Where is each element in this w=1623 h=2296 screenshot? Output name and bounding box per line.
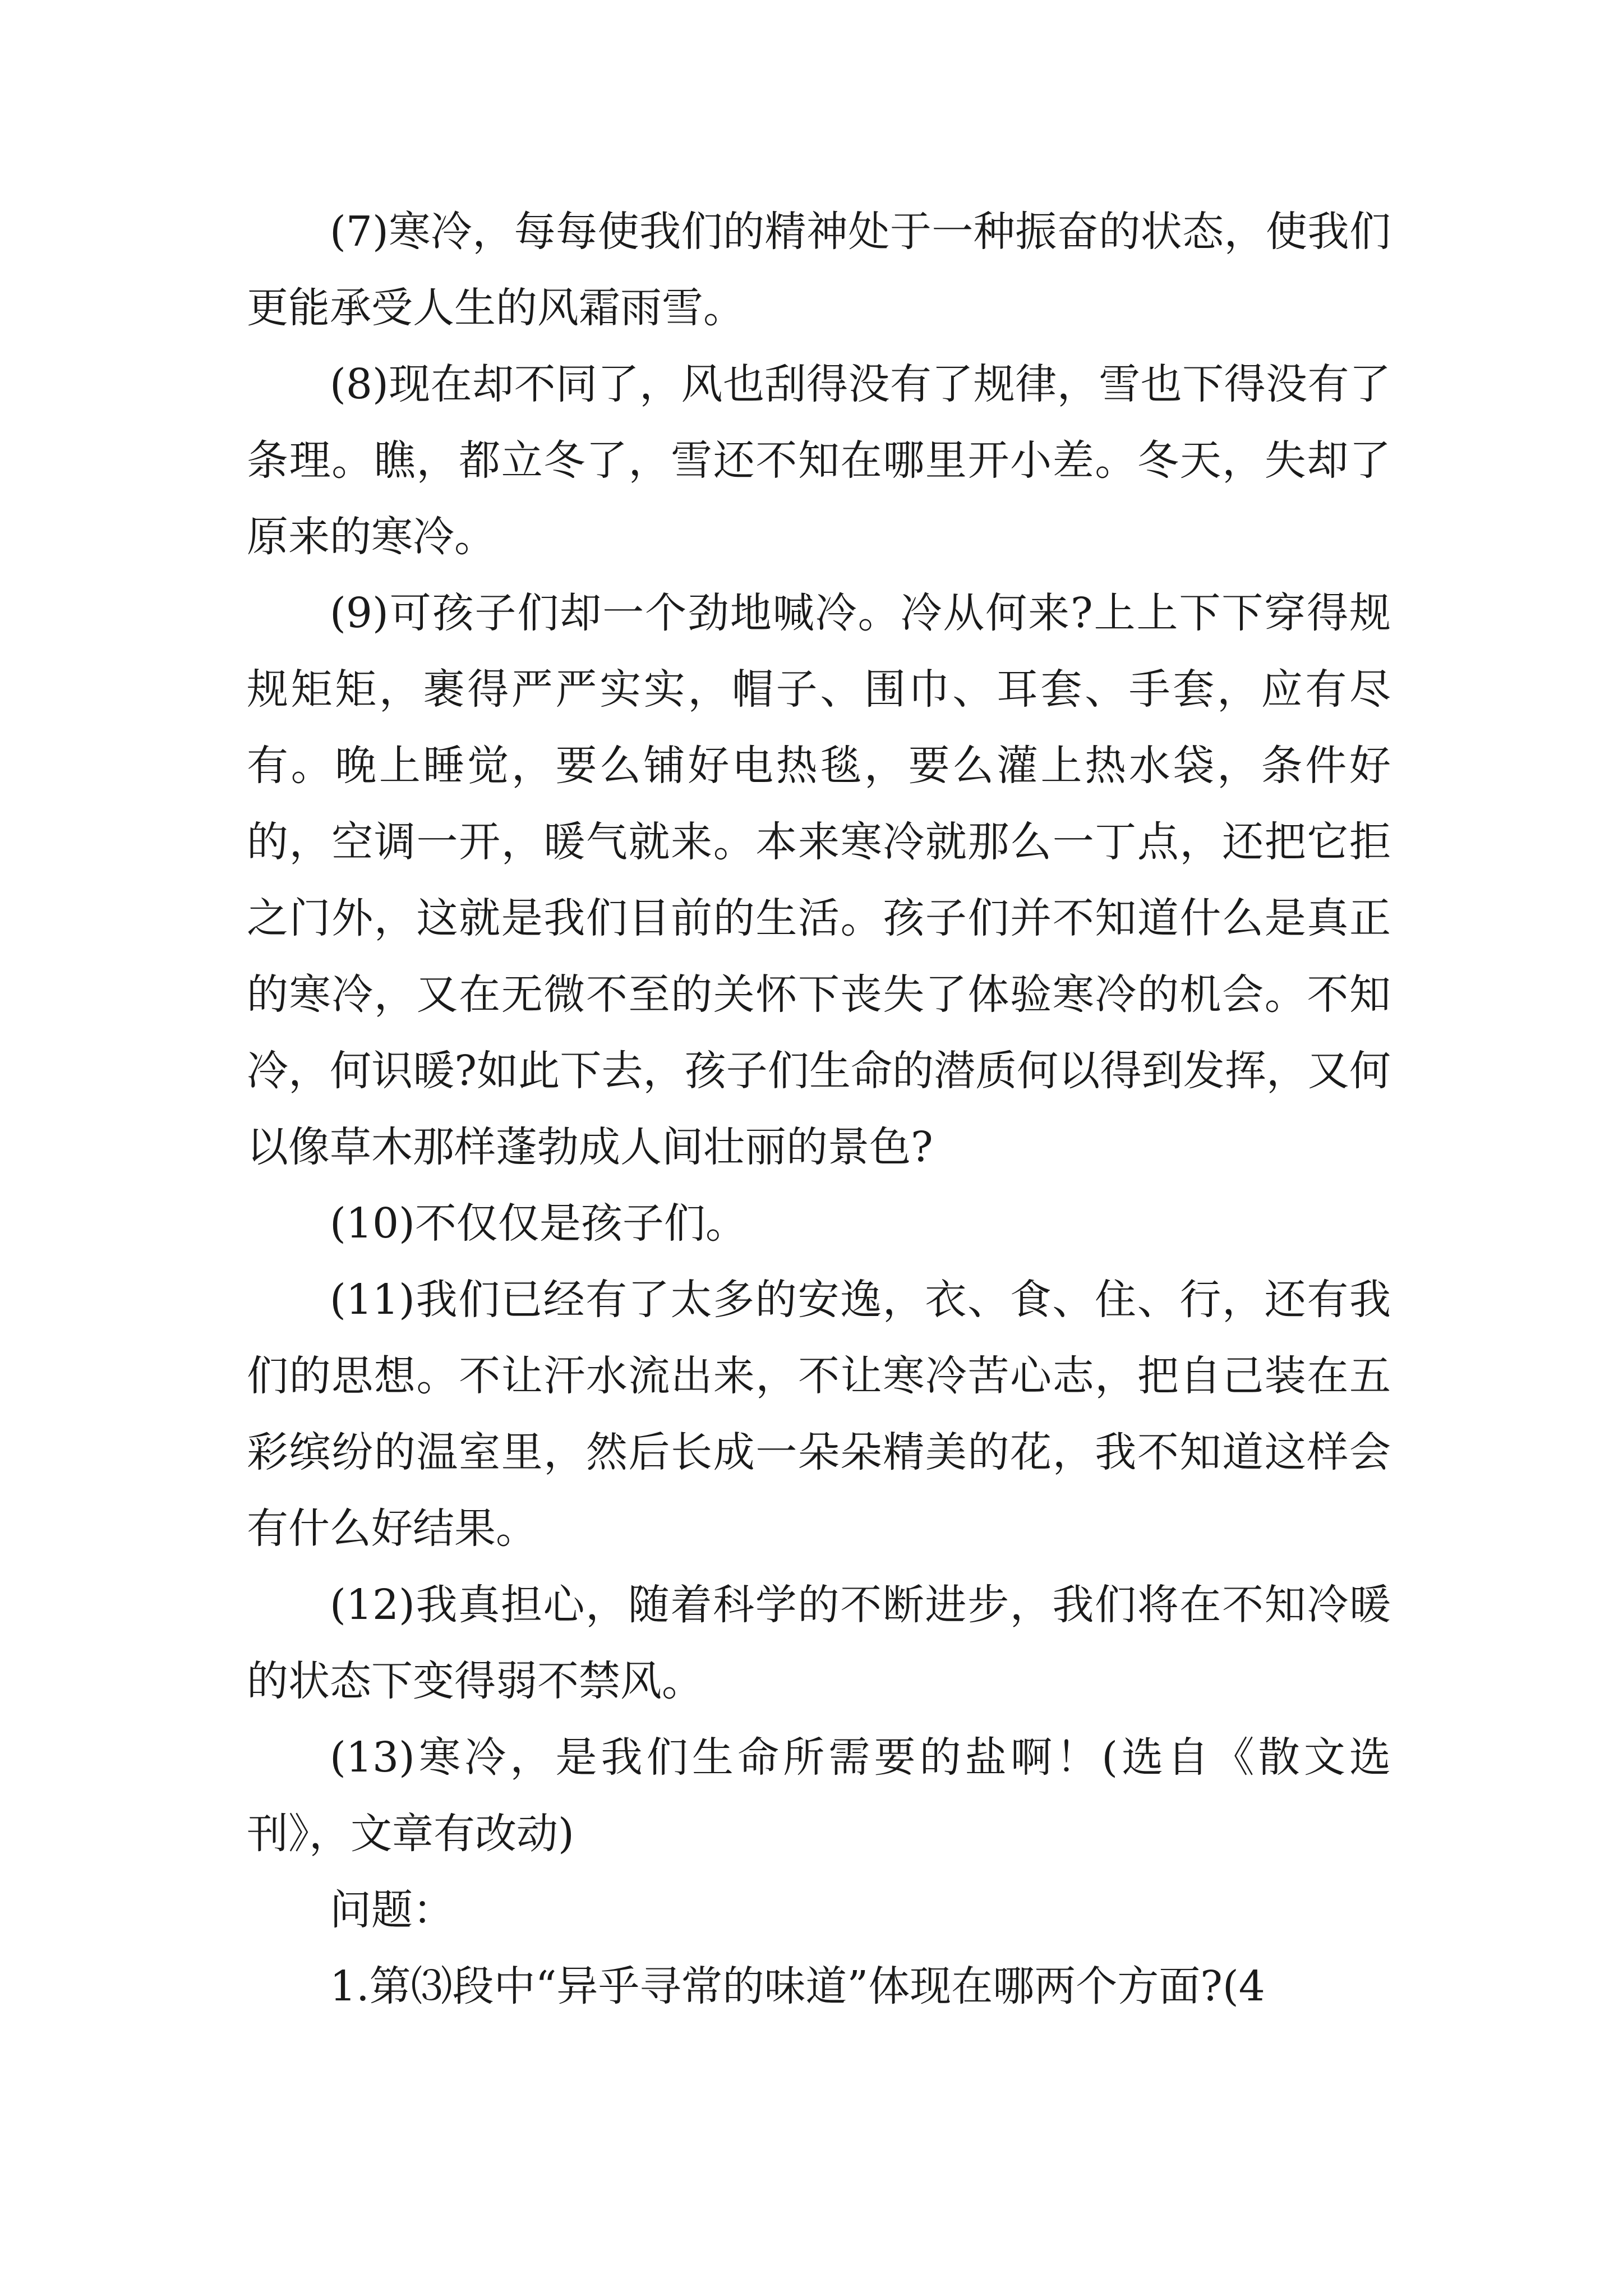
paragraph-7: (7)寒冷，每每使我们的精神处于一种振奋的状态，使我们更能承受人生的风霜雨雪。 [247, 208, 1391, 332]
paragraph-9: (9)可孩子们却一个劲地喊冷。冷从何来?上上下下穿得规规矩矩，裹得严严实实，帽子、围巾、耳套、手套，应有尽有。晚上睡觉，要么铺好电热毯，要么灌上热水袋，条件好的，空调一开，暖气就来。本来寒冷就那么一丁点，还把它拒之门外，这就是我们目前的生活。孩子们并不知道什么是真正的寒冷，又在无微不至的关怀下丧失了体验寒冷的机会。不知冷，何识暖?如此下去，孩子们生命的潜质何以得到发挥，又何以像草木那样蓬勃成人间壮丽的景色? [247, 589, 1391, 1171]
questions-heading: 问题： [330, 1886, 454, 1934]
paragraph-12: (12)我真担心，随着科学的不断进步，我们将在不知冷暖的状态下变得弱不禁风。 [247, 1581, 1391, 1705]
paragraph-11: (11)我们已经有了太多的安逸，衣、食、住、行，还有我们的思想。不让汗水流出来，不让寒冷苦心志，把自己装在五彩缤纷的温室里，然后长成一朵朵精美的花，我不知道这样会有什么好结果。 [247, 1276, 1391, 1553]
paragraph-10: (10)不仅仅是孩子们。 [330, 1199, 747, 1248]
question-1: 1.第⑶段中“异乎寻常的味道”体现在哪两个方面?(4 [330, 1962, 1265, 2010]
paragraph-8: (8)现在却不同了，风也刮得没有了规律，雪也下得没有了条理。瞧，都立冬了，雪还不知在哪里开小差。冬天，失却了原来的寒冷。 [247, 360, 1391, 561]
article-text [247, 194, 1391, 2024]
paragraph-13: (13)寒冷，是我们生命所需要的盐啊！(选自《散文选刊》，文章有改动) [247, 1733, 1391, 1858]
